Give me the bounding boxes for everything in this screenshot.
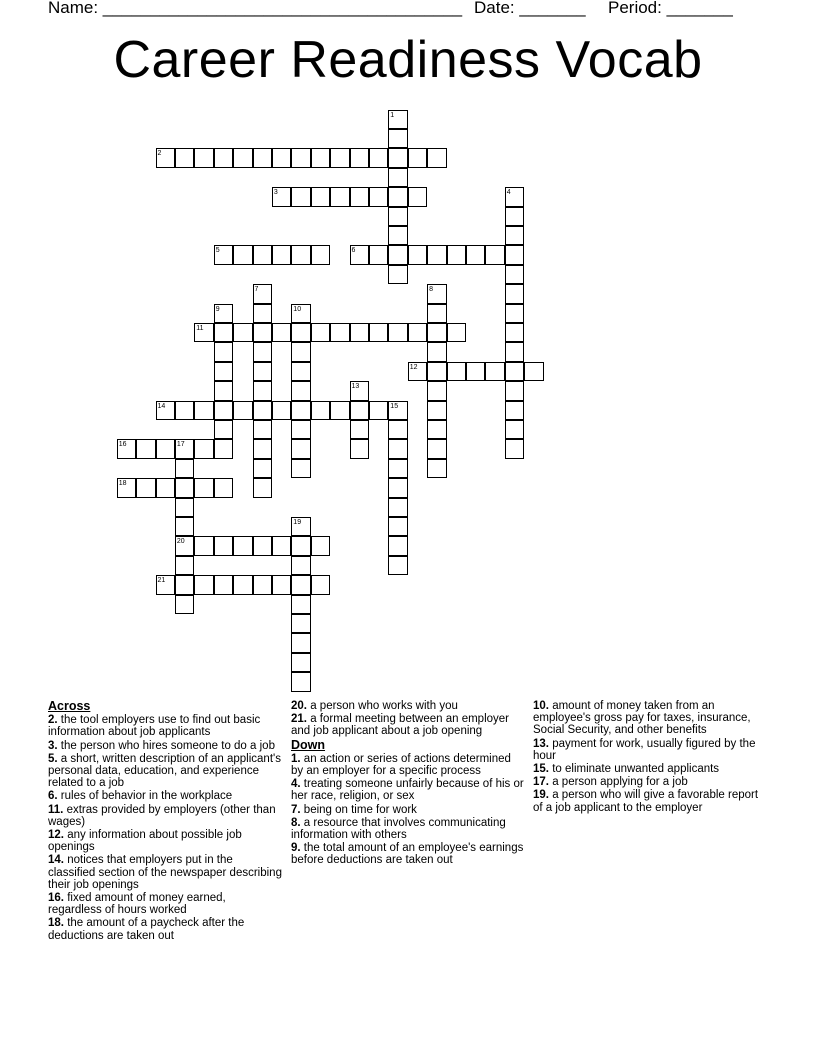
grid-cell[interactable]: [214, 342, 234, 362]
clues-column-2: [291, 700, 525, 868]
grid-cell[interactable]: [388, 401, 408, 421]
grid-cell[interactable]: [156, 439, 176, 459]
clue-down-4: 4. treating someone unfairly because of his or her race, religion, or sex: [291, 778, 524, 803]
grid-cell[interactable]: [233, 536, 253, 556]
clue-down-15: 15. to eliminate unwanted applicants: [533, 763, 720, 776]
grid-cell[interactable]: [175, 517, 195, 537]
clue-across-11: 11. extras provided by employers (other than wages): [48, 803, 276, 828]
grid-cell[interactable]: [408, 148, 428, 168]
grid-cell[interactable]: [291, 187, 311, 207]
grid-cell[interactable]: [447, 245, 467, 265]
grid-cell[interactable]: [311, 148, 331, 168]
period-field[interactable]: Period: _______: [608, 0, 733, 17]
grid-cell[interactable]: [214, 245, 234, 265]
grid-cell[interactable]: [388, 536, 408, 556]
grid-cell[interactable]: [369, 187, 389, 207]
clue-number: 21: [157, 577, 166, 585]
grid-cell[interactable]: [485, 245, 505, 265]
grid-cell[interactable]: [427, 401, 447, 421]
grid-cell[interactable]: [388, 420, 408, 440]
grid-cell[interactable]: [408, 362, 428, 382]
grid-cell[interactable]: [447, 323, 467, 343]
clue-down-13: 13. payment for work, usually figured by the hour: [533, 737, 756, 762]
grid-cell[interactable]: [253, 323, 273, 343]
grid-cell[interactable]: [311, 401, 331, 421]
clue-number: 16: [118, 441, 127, 449]
grid-cell[interactable]: [175, 401, 195, 421]
grid-cell[interactable]: [524, 362, 544, 382]
grid-cell[interactable]: [214, 478, 234, 498]
clue-number: 7: [254, 286, 259, 294]
grid-cell[interactable]: [272, 187, 292, 207]
clue-number: 1: [390, 111, 395, 119]
grid-cell[interactable]: [253, 148, 273, 168]
grid-cell[interactable]: [388, 265, 408, 285]
clues-column-1: [48, 700, 282, 943]
grid-cell[interactable]: [291, 381, 311, 401]
grid-cell[interactable]: [272, 536, 292, 556]
grid-cell[interactable]: [253, 478, 273, 498]
grid-cell[interactable]: [505, 401, 525, 421]
grid-cell[interactable]: [214, 304, 234, 324]
grid-cell[interactable]: [350, 148, 370, 168]
clue-number: 17: [176, 441, 185, 449]
grid-cell[interactable]: [214, 381, 234, 401]
clue-across-2: 2. the tool employers use to find out basic information about job applicants: [48, 714, 261, 739]
grid-cell[interactable]: [175, 148, 195, 168]
grid-cell[interactable]: [350, 401, 370, 421]
clue-across-14: 14. notices that employers put in the classified section of the newspaper describing their job openings: [48, 854, 282, 891]
grid-cell[interactable]: [156, 148, 176, 168]
grid-cell[interactable]: [311, 245, 331, 265]
grid-cell[interactable]: [330, 187, 350, 207]
grid-cell[interactable]: [427, 245, 447, 265]
clue-number: 6: [351, 247, 356, 255]
grid-cell[interactable]: [427, 381, 447, 401]
clue-number: 10: [293, 305, 302, 313]
grid-cell[interactable]: [253, 536, 273, 556]
grid-cell[interactable]: [505, 207, 525, 227]
grid-cell[interactable]: [253, 342, 273, 362]
grid-cell[interactable]: [233, 323, 253, 343]
clue-number: 9: [215, 305, 220, 313]
grid-cell[interactable]: [156, 575, 176, 595]
grid-cell[interactable]: [427, 459, 447, 479]
clue-number: 12: [409, 363, 418, 371]
grid-cell[interactable]: [369, 323, 389, 343]
grid-cell[interactable]: [214, 536, 234, 556]
grid-cell[interactable]: [388, 187, 408, 207]
clue-down-17: 17. a person applying for a job: [533, 776, 688, 789]
grid-cell[interactable]: [291, 556, 311, 576]
grid-cell[interactable]: [311, 323, 331, 343]
clue-down-10: 10. amount of money taken from an employee's gross pay for taxes, insurance, Social Security, and other benefits: [533, 700, 751, 737]
grid-cell[interactable]: [214, 575, 234, 595]
date-field[interactable]: Date: _______: [474, 0, 586, 17]
grid-cell[interactable]: [194, 478, 214, 498]
clue-number: 14: [157, 402, 166, 410]
grid-cell[interactable]: [214, 401, 234, 421]
grid-cell[interactable]: [233, 401, 253, 421]
grid-cell[interactable]: [194, 401, 214, 421]
grid-cell[interactable]: [505, 265, 525, 285]
name-field[interactable]: Name: ______________________________________: [48, 0, 463, 17]
grid-cell[interactable]: [194, 148, 214, 168]
clue-across-6: 6. rules of behavior in the workplace: [48, 790, 233, 803]
grid-cell[interactable]: [369, 148, 389, 168]
grid-cell[interactable]: [291, 420, 311, 440]
grid-cell[interactable]: [408, 323, 428, 343]
grid-cell[interactable]: [311, 536, 331, 556]
grid-cell[interactable]: [175, 459, 195, 479]
grid-cell[interactable]: [350, 323, 370, 343]
grid-cell[interactable]: [117, 439, 137, 459]
grid-cell[interactable]: [427, 284, 447, 304]
grid-cell[interactable]: [253, 284, 273, 304]
grid-cell[interactable]: [156, 401, 176, 421]
clue-number: 3: [273, 189, 278, 197]
grid-cell[interactable]: [505, 245, 525, 265]
grid-cell[interactable]: [388, 478, 408, 498]
grid-cell[interactable]: [272, 323, 292, 343]
clue-number: 15: [390, 402, 399, 410]
grid-cell[interactable]: [388, 168, 408, 188]
grid-cell[interactable]: [388, 556, 408, 576]
grid-cell[interactable]: [311, 575, 331, 595]
grid-cell[interactable]: [505, 420, 525, 440]
grid-cell[interactable]: [388, 245, 408, 265]
grid-cell[interactable]: [272, 575, 292, 595]
clue-across-20: 20. a person who works with you: [291, 700, 458, 712]
clue-number: 8: [429, 286, 433, 294]
grid-cell[interactable]: [175, 575, 195, 595]
clue-across-18: 18. the amount of a paycheck after the deductions are taken out: [48, 917, 245, 942]
grid-cell[interactable]: [505, 304, 525, 324]
grid-cell[interactable]: [350, 245, 370, 265]
grid-cell[interactable]: [388, 459, 408, 479]
grid-cell[interactable]: [505, 187, 525, 207]
grid-cell[interactable]: [291, 517, 311, 537]
grid-cell[interactable]: [253, 401, 273, 421]
grid-cell[interactable]: [505, 362, 525, 382]
grid-cell[interactable]: [175, 536, 195, 556]
grid-cell[interactable]: [427, 362, 447, 382]
grid-cell[interactable]: [233, 575, 253, 595]
grid-cell[interactable]: [214, 323, 234, 343]
grid-cell[interactable]: [388, 110, 408, 130]
grid-cell[interactable]: [427, 420, 447, 440]
grid-cell[interactable]: [136, 478, 156, 498]
grid-cell[interactable]: [291, 148, 311, 168]
grid-cell[interactable]: [117, 478, 137, 498]
grid-cell[interactable]: [214, 420, 234, 440]
grid-cell[interactable]: [350, 187, 370, 207]
grid-cell[interactable]: [291, 536, 311, 556]
grid-cell[interactable]: [388, 207, 408, 227]
grid-cell[interactable]: [447, 362, 467, 382]
grid-cell[interactable]: [175, 498, 195, 518]
grid-cell[interactable]: [291, 459, 311, 479]
grid-cell[interactable]: [427, 323, 447, 343]
grid-cell[interactable]: [291, 401, 311, 421]
clue-number: 2: [157, 150, 162, 158]
grid-cell[interactable]: [505, 439, 525, 459]
grid-cell[interactable]: [388, 498, 408, 518]
grid-cell[interactable]: [253, 459, 273, 479]
grid-cell[interactable]: [388, 129, 408, 149]
grid-cell[interactable]: [291, 362, 311, 382]
clue-across-16: 16. fixed amount of money earned, regardless of hours worked: [48, 892, 226, 917]
grid-cell[interactable]: [291, 575, 311, 595]
grid-cell[interactable]: [466, 362, 486, 382]
grid-cell[interactable]: [291, 245, 311, 265]
clue-across-3: 3. the person who hires someone to do a job: [48, 739, 275, 752]
grid-cell[interactable]: [291, 439, 311, 459]
clue-number: 18: [118, 480, 127, 488]
grid-cell[interactable]: [505, 323, 525, 343]
down-heading: Down: [291, 737, 326, 752]
clue-down-19: 19. a person who will give a favorable report of a job applicant to the employer: [533, 789, 759, 814]
grid-cell[interactable]: [233, 245, 253, 265]
grid-cell[interactable]: [291, 304, 311, 324]
grid-cell[interactable]: [194, 575, 214, 595]
grid-cell[interactable]: [505, 284, 525, 304]
grid-cell[interactable]: [233, 148, 253, 168]
grid-cell[interactable]: [330, 148, 350, 168]
clue-down-1: 1. an action or series of actions determined by an employer for a specific process: [291, 752, 511, 778]
grid-cell[interactable]: [330, 323, 350, 343]
clue-down-9: 9. the total amount of an employee's earnings before deductions are taken out: [291, 842, 524, 867]
clue-number: 11: [196, 324, 204, 332]
grid-cell[interactable]: [330, 401, 350, 421]
grid-cell[interactable]: [388, 226, 408, 246]
grid-cell[interactable]: [427, 342, 447, 362]
grid-cell[interactable]: [272, 245, 292, 265]
clue-down-7: 7. being on time for work: [291, 803, 417, 816]
clue-across-12: 12. any information about possible job openings: [48, 829, 242, 854]
grid-cell[interactable]: [253, 575, 273, 595]
grid-cell[interactable]: [253, 362, 273, 382]
clue-number: 4: [506, 189, 511, 197]
grid-cell[interactable]: [369, 401, 389, 421]
grid-cell[interactable]: [253, 381, 273, 401]
grid-cell[interactable]: [408, 187, 428, 207]
grid-cell[interactable]: [253, 304, 273, 324]
clue-number: 19: [293, 518, 302, 526]
grid-cell[interactable]: [136, 439, 156, 459]
grid-cell[interactable]: [388, 439, 408, 459]
grid-cell[interactable]: [175, 556, 195, 576]
grid-cell[interactable]: [156, 478, 176, 498]
grid-cell[interactable]: [408, 245, 428, 265]
grid-cell[interactable]: [388, 323, 408, 343]
grid-cell[interactable]: [485, 362, 505, 382]
grid-cell[interactable]: [175, 478, 195, 498]
clue-number: 5: [215, 247, 220, 255]
grid-cell[interactable]: [505, 342, 525, 362]
grid-cell[interactable]: [175, 439, 195, 459]
grid-cell[interactable]: [253, 439, 273, 459]
grid-cell[interactable]: [466, 245, 486, 265]
grid-cell[interactable]: [311, 187, 331, 207]
grid-cell[interactable]: [350, 381, 370, 401]
grid-cell[interactable]: [369, 245, 389, 265]
grid-cell[interactable]: [214, 148, 234, 168]
grid-cell[interactable]: [427, 148, 447, 168]
grid-cell[interactable]: [388, 148, 408, 168]
clue-across-21: 21. a formal meeting between an employer and job applicant about a job opening: [291, 713, 510, 738]
grid-cell[interactable]: [350, 439, 370, 459]
grid-cell[interactable]: [194, 536, 214, 556]
page-title: Career Readiness Vocab: [113, 31, 703, 89]
grid-cell[interactable]: [291, 595, 311, 615]
grid-cell[interactable]: [388, 517, 408, 537]
clue-across-5: 5. a short, written description of an applicant's personal data, education, and experience related to a job: [48, 752, 281, 790]
clue-number: 13: [351, 383, 360, 391]
grid-cell[interactable]: [291, 653, 311, 673]
grid-cell[interactable]: [272, 401, 292, 421]
grid-cell[interactable]: [214, 439, 234, 459]
grid-cell[interactable]: [253, 245, 273, 265]
grid-cell[interactable]: [194, 439, 214, 459]
grid-cell[interactable]: [350, 420, 370, 440]
grid-cell[interactable]: [291, 633, 311, 653]
grid-cell[interactable]: [291, 342, 311, 362]
clue-down-8: 8. a resource that involves communicating information with others: [291, 816, 506, 842]
grid-cell[interactable]: [214, 362, 234, 382]
clues-column-3: [533, 700, 765, 815]
grid-cell[interactable]: [194, 323, 214, 343]
grid-cell[interactable]: [291, 672, 311, 692]
across-heading: Across: [48, 699, 91, 713]
grid-cell[interactable]: [505, 226, 525, 246]
grid-cell[interactable]: [291, 323, 311, 343]
grid-cell[interactable]: [253, 420, 273, 440]
clue-number: 20: [176, 538, 185, 546]
grid-cell[interactable]: [427, 439, 447, 459]
grid-cell[interactable]: [427, 304, 447, 324]
grid-cell[interactable]: [505, 381, 525, 401]
grid-cell[interactable]: [272, 148, 292, 168]
grid-cell[interactable]: [291, 614, 311, 634]
grid-cell[interactable]: [175, 595, 195, 615]
